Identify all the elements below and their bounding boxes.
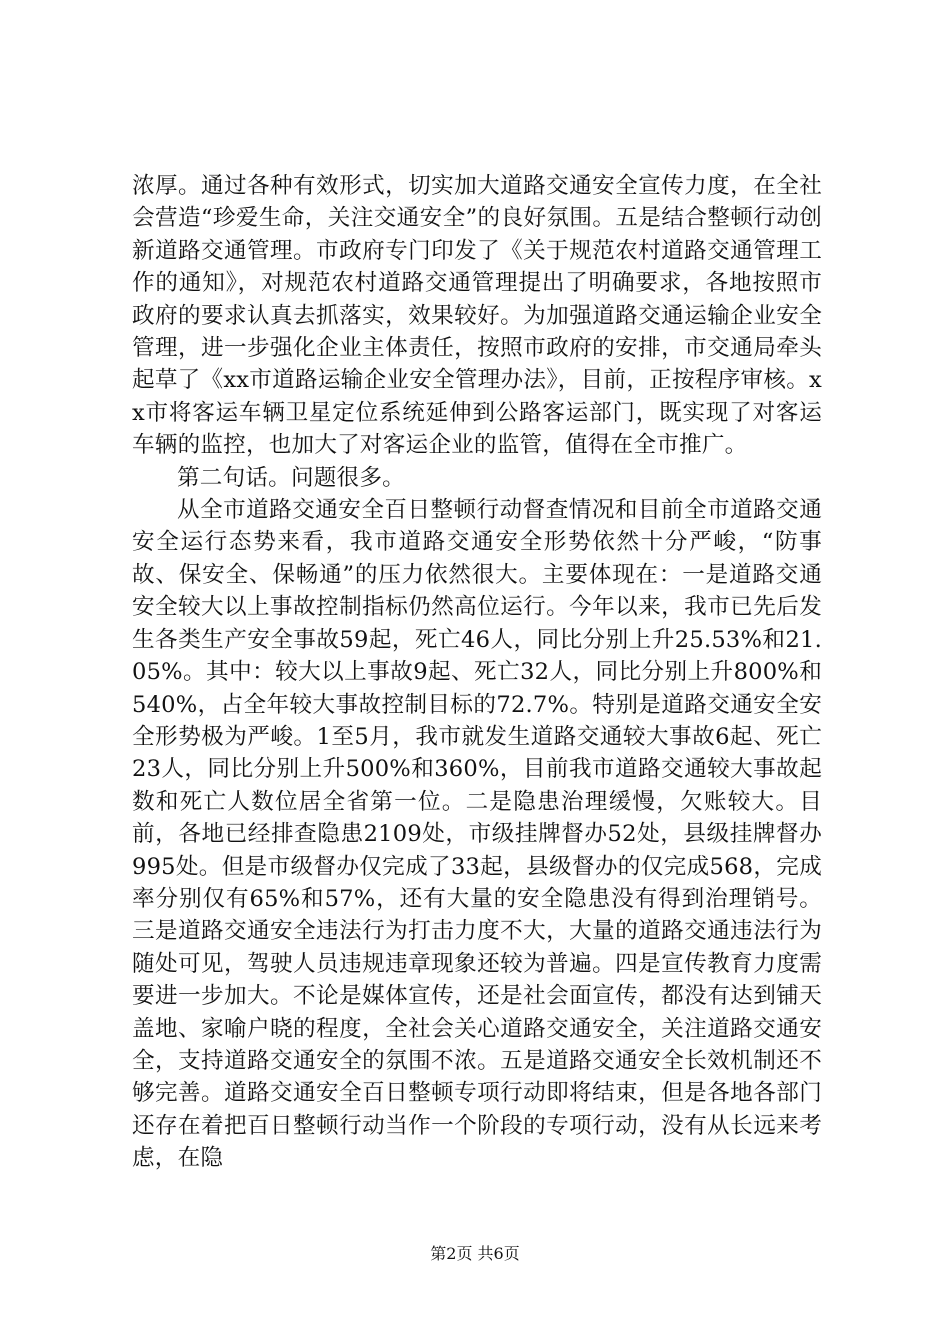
- paragraph-2: 第二句话。问题很多。: [177, 464, 405, 491]
- paragraph-1: 浓厚。通过各种有效形式，切实加大道路交通安全宣传力度，在全社会营造“珍爱生命，关注交通安全”的良好氛围。五是结合整顿行动创新道路交通管理。市政府专门印发了《关于规范农村道路交通管理工作的通知》，对规范农村道路交通管理提出了明确要求，各地按照市政府的要求认真去抓落实，效果较好。为加强道路交通运输企业安全管理，进一步强化企业主体责任，按照市政府的安排，市交通局牵头起草了《xx市道路运输企业安全管理办法》，目前，正按程序审核。xx市将客运车辆卫星定位系统延伸到公路客运部门，既实现了对客运车辆的监控，也加大了对客运企业的监管，值得在全市推广。: [132, 173, 822, 459]
- document-body: [132, 170, 822, 1175]
- paragraph-3: 从全市道路交通安全百日整顿行动督查情况和目前全市道路交通安全运行态势来看，我市道路交通安全形势依然十分严峻，“防事故、保安全、保畅通”的压力依然很大。主要体现在：一是道路交通安全较大以上事故控制指标仍然高位运行。今年以来，我市已先后发生各类生产安全事故59起，死亡46人，同比分别上升25.53%和21.05%。其中：较大以上事故9起、死亡32人，同比分别上升800%和540%，占全年较大事故控制目标的72.7%。特别是道路交通安全安全形势极为严峻。1至5月，我市就发生道路交通较大事故6起、死亡23人，同比分别上升500%和360%，目前我市道路交通较大事故起数和死亡人数位居全省第一位。二是隐患治理缓慢，欠账较大。目前，各地已经排查隐患2109处，市级挂牌督办52处，县级挂牌督办995处。但是市级督办仅完成了33起，县级督办的仅完成568，完成率分别仅有65%和57%，还有大量的安全隐患没有得到治理销号。三是道路交通安全违法行为打击力度不大，大量的道路交通违法行为随处可见，驾驶人员违规违章现象还较为普遍。四是宣传教育力度需要进一步加大。不论是媒体宣传，还是社会面宣传，都没有达到铺天盖地、家喻户晓的程度，全社会关心道路交通安全，关注道路交通安全，支持道路交通安全的氛围不浓。五是道路交通安全长效机制还不够完善。道路交通安全百日整顿专项行动即将结束，但是各地各部门还存在着把百日整顿行动当作一个阶段的专项行动，没有从长远来考虑，在隐: [132, 497, 822, 1172]
- page-footer: 第2页 共6页: [430, 1244, 520, 1263]
